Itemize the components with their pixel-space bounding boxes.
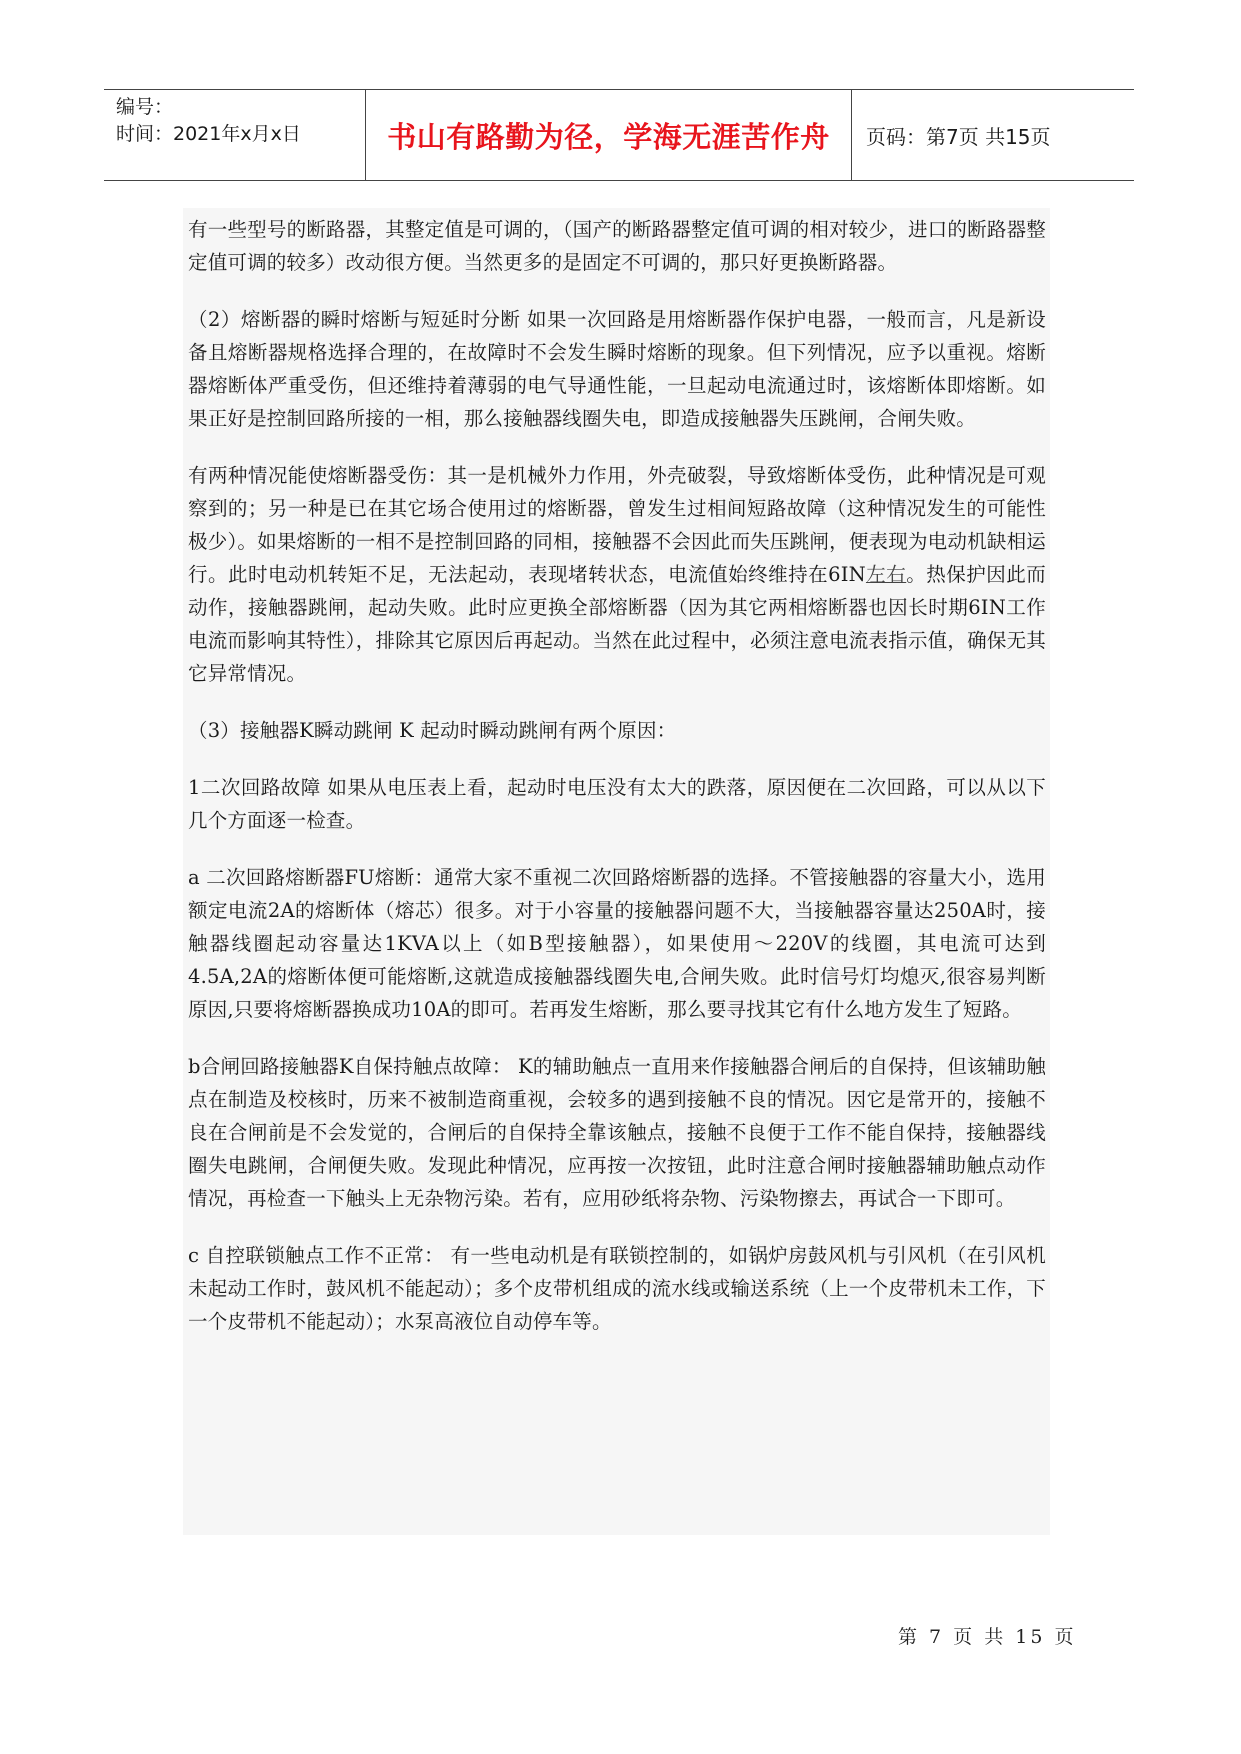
- document-time-label: 时间：2021年x月x日: [116, 123, 301, 145]
- document-number-label: 编号：: [116, 96, 174, 118]
- paragraph-5: 1二次回路故障 如果从电压表上看，起动时电压没有太大的跌落，原因便在二次回路，可以从以下几个方面逐一检查。: [188, 776, 1046, 832]
- header-page-label: 页码：第7页 共15页: [866, 124, 1051, 149]
- paragraph-3-link[interactable]: 左右: [865, 563, 907, 586]
- paragraph-3: [188, 459, 1046, 690]
- document-body: [183, 208, 1050, 1535]
- page-header: [104, 89, 1134, 181]
- paragraph-3-part-a: 有两种情况能使熔断器受伤：其一是机械外力作用，外壳破裂，导致熔断体受伤，此种情况是可观察到的；另一种是已在其它场合使用过的熔断器，曾发生过相间短路故障（这种情况发生的可能性极少）。如果熔断的一相不是控制回路的同相，接触器不会因此而失压跳闸，便表现为电动机缺相运行。此时电动机转矩不足，无法起动，表现堵转状态，电流值始终维持在6IN: [188, 464, 1046, 586]
- header-motto-cell: [366, 90, 852, 180]
- header-page-cell: [852, 90, 1134, 180]
- paragraph-3-part-b: 。热保护因此而动作，接触器跳闸，起动失败。此时应更换全部熔断器（因为其它两相熔断器也因长时期6IN工作电流而影响其特性），排除其它原因后再起动。当然在此过程中，必须注意电流表指示值，确保无其它异常情况。: [188, 563, 1046, 685]
- paragraph-1: 有一些型号的断路器，其整定值是可调的，（国产的断路器整定值可调的相对较少，进口的断路器整定值可调的较多）改动很方便。当然更多的是固定不可调的，那只好更换断路器。: [188, 218, 1046, 274]
- header-info: [104, 90, 366, 180]
- paragraph-7: b合闸回路接触器K自保持触点故障： K的辅助触点一直用来作接触器合闸后的自保持，但该辅助触点在制造及校核时，历来不被制造商重视，会较多的遇到接触不良的情况。因它是常开的，接触不良在合闸前是不会发觉的，合闸后的自保持全靠该触点，接触不良便于工作不能自保持，接触器线圈失电跳闸，合闸便失败。发现此种情况，应再按一次按钮，此时注意合闸时接触器辅助触点动作情况，再检查一下触头上无杂物污染。若有，应用砂纸将杂物、污染物擦去，再试合一下即可。: [188, 1055, 1046, 1210]
- paragraph-2: （2）熔断器的瞬时熔断与短延时分断 如果一次回路是用熔断器作保护电器，一般而言，凡是新设备且熔断器规格选择合理的，在故障时不会发生瞬时熔断的现象。但下列情况，应予以重视。熔断器熔断体严重受伤，但还维持着薄弱的电气导通性能，一旦起动电流通过时，该熔断体即熔断。如果正好是控制回路所接的一相，那么接触器线圈失电，即造成接触器失压跳闸，合闸失败。: [188, 308, 1046, 430]
- header-motto: 书山有路勤为径，学海无涯苦作舟: [387, 119, 830, 154]
- paragraph-6: a 二次回路熔断器FU熔断：通常大家不重视二次回路熔断器的选择。不管接触器的容量大小，选用额定电流2A的熔断体（熔芯）很多。对于小容量的接触器问题不大，当接触器容量达250A时，接触器线圈起动容量达1KVA以上（如B型接触器），如果使用～220V的线圈，其电流可达到4.5A,2A的熔断体便可能熔断,这就造成接触器线圈失电,合闸失败。此时信号灯均熄灭,很容易判断原因,只要将熔断器换成功10A的即可。若再发生熔断，那么要寻找其它有什么地方发生了短路。: [188, 866, 1046, 1021]
- paragraph-4: （3）接触器K瞬动跳闸 K 起动时瞬动跳闸有两个原因：: [188, 719, 677, 742]
- paragraph-8: c 自控联锁触点工作不正常： 有一些电动机是有联锁控制的，如锅炉房鼓风机与引风机（在引风机未起动工作时，鼓风机不能起动）；多个皮带机组成的流水线或输送系统（上一个皮带机未工作，下一个皮带机不能起动）；水泵高液位自动停车等。: [188, 1244, 1046, 1333]
- page-footer: 第 7 页 共 15 页: [898, 1626, 1077, 1648]
